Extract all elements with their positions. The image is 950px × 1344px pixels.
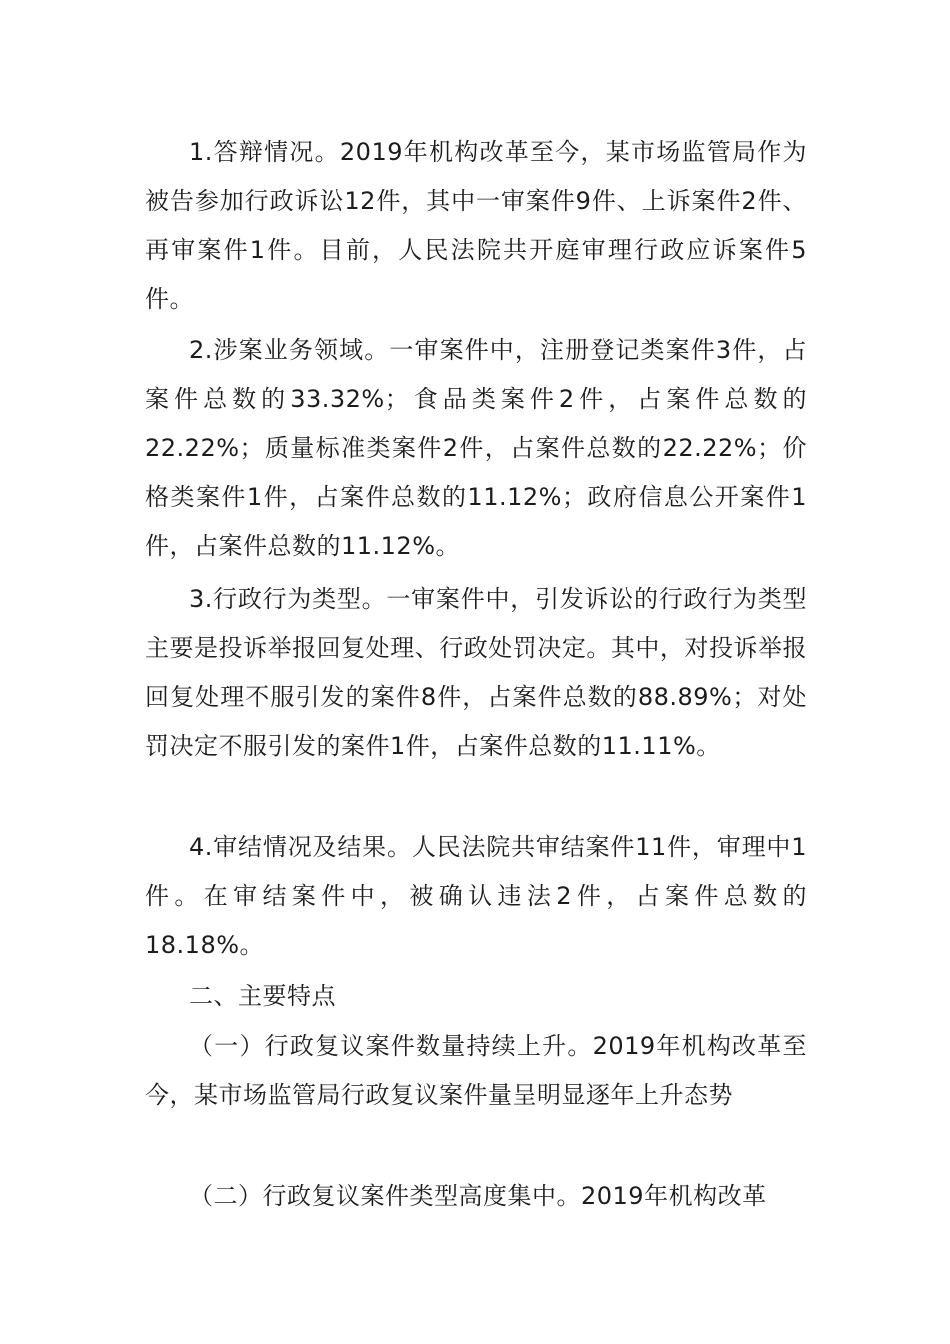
paragraph-defense-situation: 1.答辩情况。2019年机构改革至今，某市场监管局作为被告参加行政诉讼12件，其中一审案件9件、上诉案件2件、再审案件1件。目前，人民法院共开庭审理行政应诉案件5件。 [145,138,807,313]
paragraph-administrative-action-types: 3.行政行为类型。一审案件中，引发诉讼的行政行为类型主要是投诉举报回复处理、行政处罚决定。其中，对投诉举报回复处理不服引发的案件8件，占案件总数的88.89%；对处罚决定不服引发的案件1件，占案件总数的11.11%。 [145,585,807,760]
paragraph-business-areas: 2.涉案业务领域。一审案件中，注册登记类案件3件，占案件总数的33.32%；食品类案件2件，占案件总数的22.22%；质量标准类案件2件，占案件总数的22.22%；价格类案件1件，占案件总数的11.12%；政府信息公开案件1件，占案件总数的11.12%。 [145,336,807,560]
paragraph-review-cases-concentrated: （二）行政复议案件类型高度集中。2019年机构改革 [189,1182,767,1210]
paragraph-review-cases-rising: （一）行政复议案件数量持续上升。2019年机构改革至今，某市场监管局行政复议案件量呈明显逐年上升态势 [145,1032,807,1109]
paragraph-closing-results: 4.审结情况及结果。人民法院共审结案件11件，审理中1件。在审结案件中，被确认违法2件，占案件总数的18.18%。 [145,833,807,959]
section-heading-main-features: 二、主要特点 [189,982,336,1010]
